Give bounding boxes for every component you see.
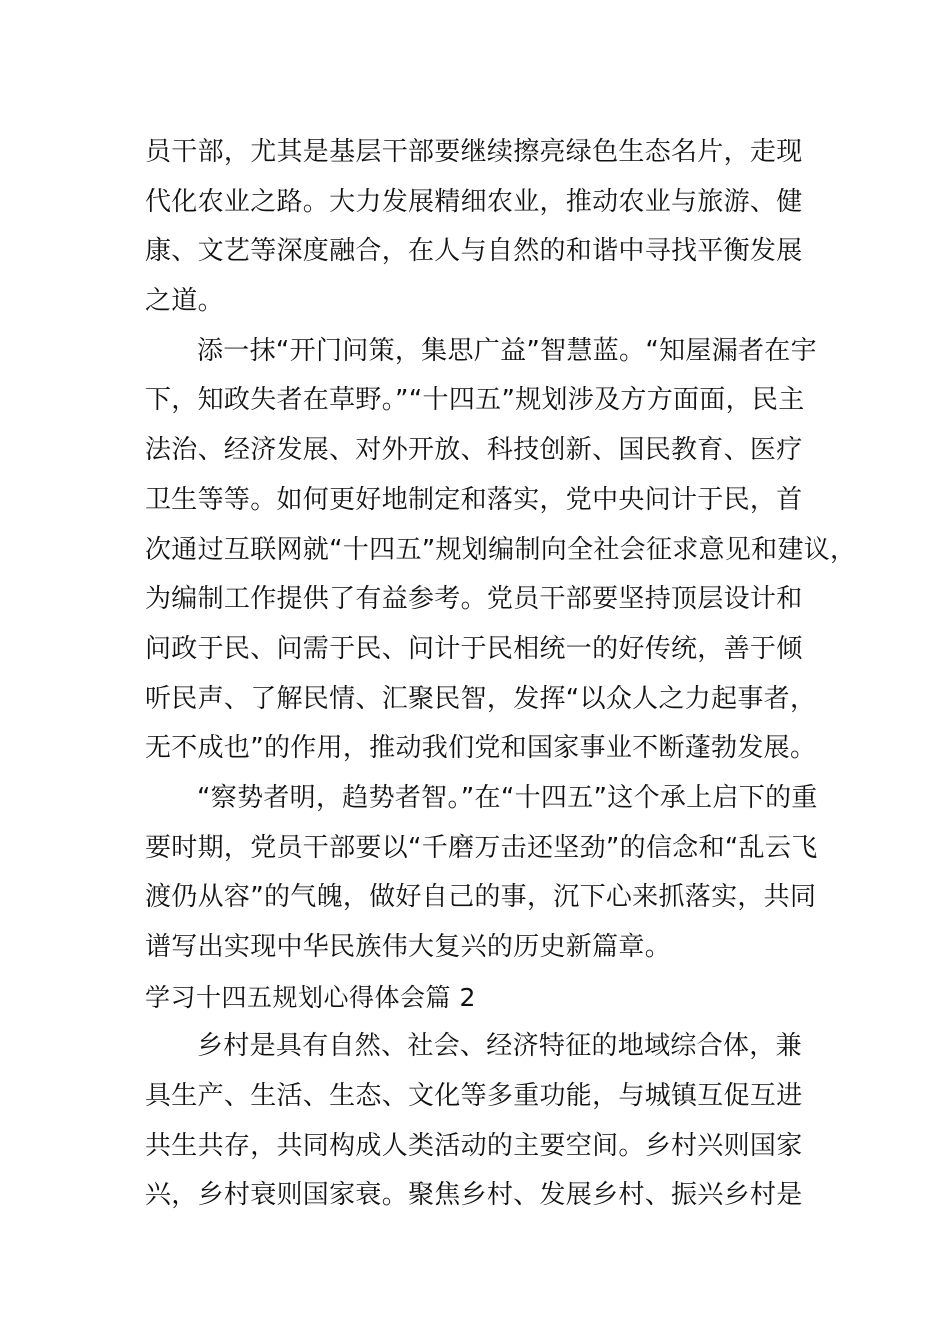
text-line: 问政于民、问需于民、问计于民相统一的好传统，善于倾 — [145, 633, 803, 664]
text-line: 听民声、了解民情、汇聚民智，发挥“以众人之力起事者， — [145, 683, 817, 714]
text-line: 卫生等等。如何更好地制定和落实，党中央问计于民，首 — [145, 484, 803, 515]
text-line: 代化农业之路。大力发展精细农业，推动农业与旅游、健 — [145, 186, 803, 217]
text-line: 下，知政失者在草野。”“十四五”规划涉及方方面面，民主 — [145, 385, 805, 416]
text-line: 要时期，党员干部要以“千磨万击还坚劲”的信念和“乱云飞 — [145, 832, 818, 863]
text-line: 之道。 — [145, 286, 224, 317]
text-line: 次通过互联网就“十四五”规划编制向全社会征求意见和建议， — [145, 534, 857, 565]
text-line: 兴，乡村衰则国家衰。聚焦乡村、发展乡村、振兴乡村是 — [145, 1180, 803, 1211]
document-body — [145, 128, 857, 1221]
text-line: 谱写出实现中华民族伟大复兴的历史新篇章。 — [145, 932, 672, 962]
text-line: 法治、经济发展、对外开放、科技创新、国民教育、医疗 — [145, 435, 803, 466]
section-heading: 学习十四五规划心得体会篇 2 — [145, 982, 476, 1012]
text-line: 无不成也”的作用，推动我们党和国家事业不断蓬勃发展。 — [145, 733, 817, 764]
text-line: 共生共存，共同构成人类活动的主要空间。乡村兴则国家 — [145, 1130, 803, 1161]
paragraph-start-line: “察势者明，趋势者智。”在“十四五”这个承上启下的重 — [197, 782, 818, 813]
text-line: 员干部，尤其是基层干部要继续擦亮绿色生态名片，走现 — [145, 137, 803, 167]
paragraph-start-line: 乡村是具有自然、社会、经济特征的地域综合体，兼 — [197, 1031, 802, 1062]
text-line: 康、文艺等深度融合，在人与自然的和谐中寻找平衡发展 — [145, 236, 803, 267]
text-line: 渡仍从容”的气魄，做好自己的事，沉下心来抓落实，共同 — [145, 882, 817, 913]
text-line: 具生产、生活、生态、文化等多重功能，与城镇互促互进 — [145, 1081, 803, 1112]
paragraph-start-line: 添一抹“开门问策，集思广益”智慧蓝。“知屋漏者在宇 — [197, 335, 817, 366]
text-line: 为编制工作提供了有益参考。党员干部要坚持顶层设计和 — [145, 584, 803, 615]
